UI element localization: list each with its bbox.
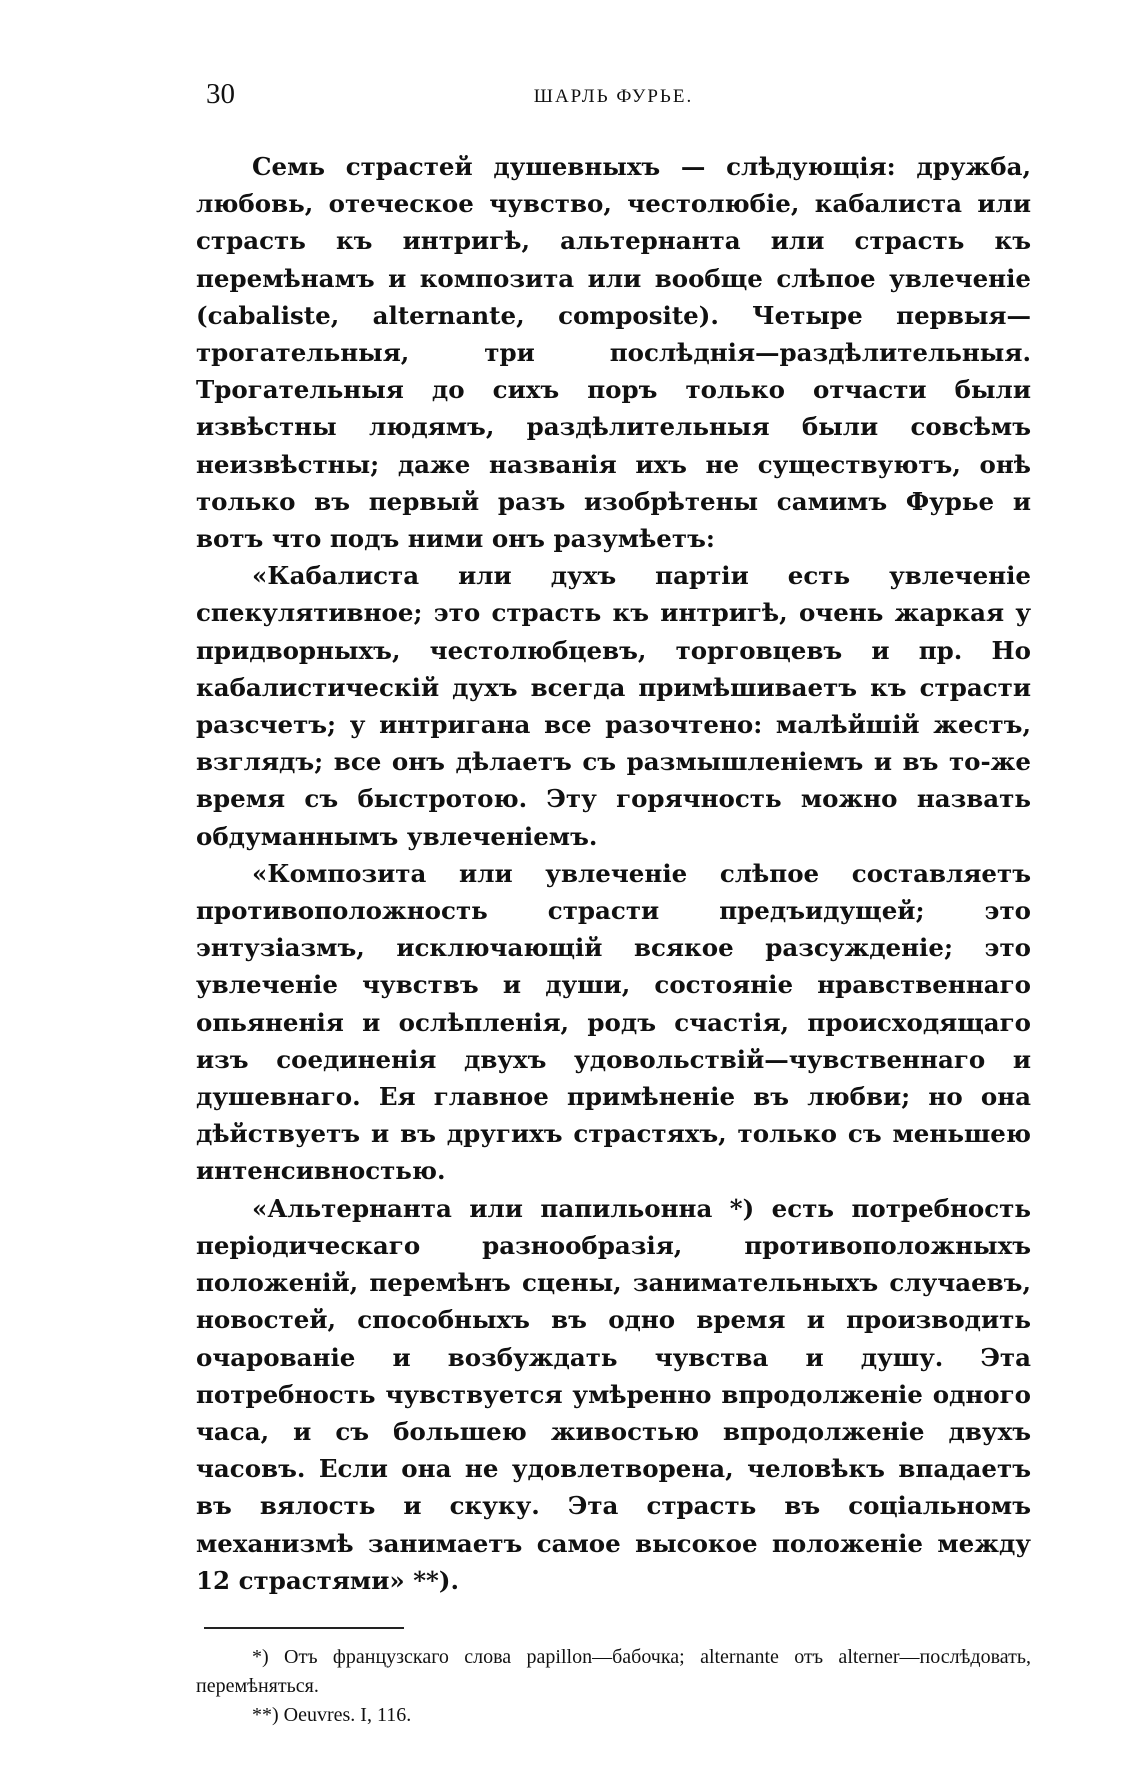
body-text [196,148,1031,1599]
footnote-divider [204,1627,404,1629]
page-number: 30 [206,78,235,110]
paragraph-cabaliste: «Кабалиста или духъ партіи есть увлеченіе спекулятивное; это страсть къ интригѣ, очень жаркая у придворныхъ, честолюбцевъ, торговцевъ и пр. Но кабалистическій духъ всегда примѣшиваетъ къ страсти разсчетъ; у интригана все разочтено: малѣйшій жестъ, взглядъ; все онъ дѣлаетъ съ размышленіемъ и въ то-же время съ быстротою. Эту горячность можно назвать обдуманнымъ увлеченіемъ. [196,561,1031,851]
running-title: ШАРЛЬ ФУРЬЕ. [533,86,694,107]
paragraph-alternante: «Альтернанта или папильонна *) есть потребность періодическаго разнообразія, противоположныхъ положеній, перемѣнъ сцены, занимательныхъ случаевъ, новостей, способныхъ въ одно время и производить очарованіе и возбуждать чувства и душу. Эта потребность чувствуется умѣренно впродолженіе одного часа, и съ большею живостью впродолженіе двухъ часовъ. Если она не удовлетворена, человѣкъ впадаетъ въ вялость и скуку. Эта страсть въ соціальномъ механизмѣ занимаетъ самое высокое положеніе между 12 страстями» **). [196,1193,1031,1595]
footnote-1: *) Отъ французскаго слова papillon—бабочка; alternante отъ alterner—послѣдовать, перемѣняться. [196,1646,1031,1697]
paragraph-seven-passions: Семь страстей душевныхъ — слѣдующія: дружба, любовь, отеческое чувство, честолюбіе, кабалиста или страсть къ интригѣ, альтернанта или страсть къ перемѣнамъ и композита или вообще слѣпое увлеченіе (cabaliste, alternante, composite). Четыре первыя—трогательныя, три послѣднія—раздѣлительныя. Трогательныя до сихъ поръ только отчасти были извѣстны людямъ, раздѣлительныя были совсѣмъ неизвѣстны; даже названія ихъ не существуютъ, онѣ только въ первый разъ изобрѣтены самимъ Фурье и вотъ что подъ ними онъ разумѣетъ: [196,152,1031,554]
footnote-2: **) Oeuvres. I, 116. [252,1704,412,1726]
paragraph-composite: «Композита или увлеченіе слѣпое составляетъ противоположность страсти предъидущей; это энтузіазмъ, исключающій всякое разсужденіе; это увлеченіе чувствъ и души, состояніе нравственнаго опьяненія и ослѣпленія, родъ счастія, происходящаго изъ соединенія двухъ удовольствій—чувственнаго и душевнаго. Ея главное примѣненіе въ любви; но она дѣйствуетъ и въ другихъ страстяхъ, только съ меньшею интенсивностью. [196,858,1031,1186]
footnotes [196,1643,1031,1730]
running-head [196,78,1031,118]
